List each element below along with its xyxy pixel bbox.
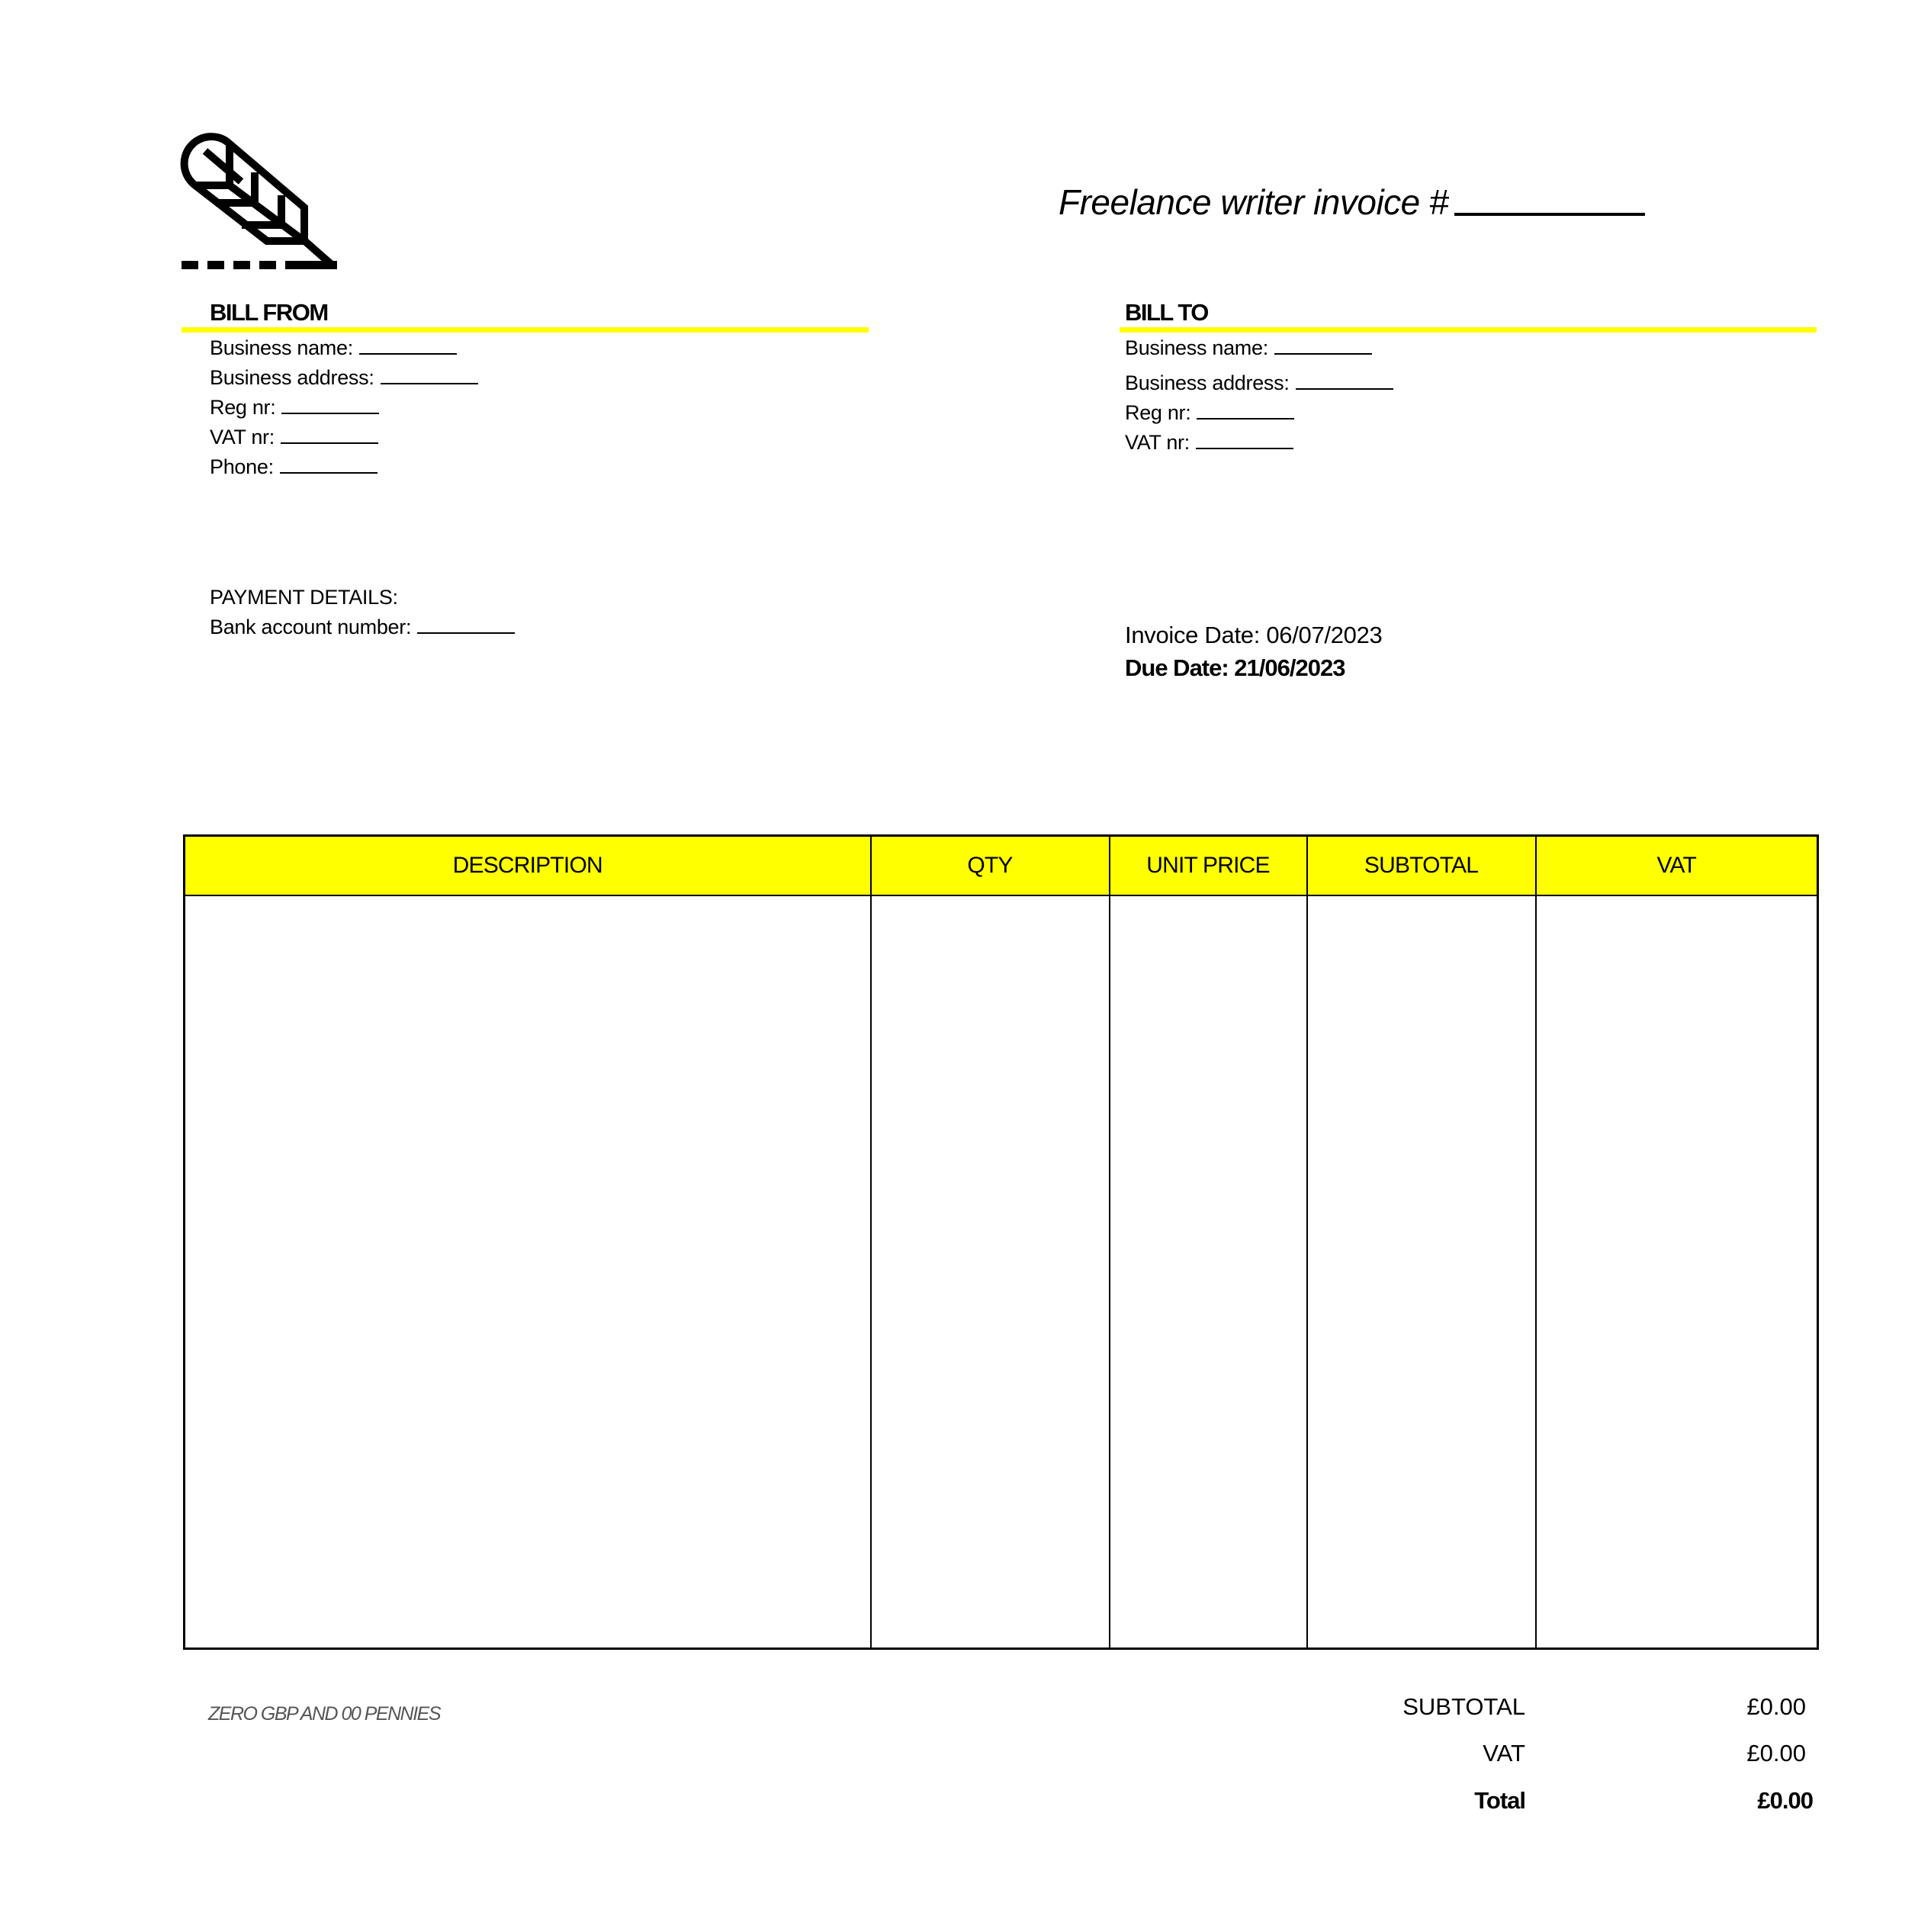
bill-from-business-name-input[interactable] — [359, 336, 457, 355]
bill-from-business-address — [210, 366, 478, 390]
subtotal-label: SUBTOTAL — [1402, 1693, 1525, 1720]
due-date: Due Date: 21/06/2023 — [1125, 654, 1345, 681]
bill-from-vat-nr — [210, 426, 378, 449]
field-label: VAT nr: — [1125, 431, 1190, 454]
column-header-unit-price: UNIT PRICE — [1110, 836, 1307, 896]
column-header-description: DESCRIPTION — [185, 836, 871, 896]
bill-to-heading: BILL TO — [1125, 299, 1208, 326]
bank-account-number-input[interactable] — [417, 616, 515, 634]
invoice-title — [1059, 182, 1645, 223]
feather-quill-icon — [180, 128, 340, 273]
field-label: Bank account number: — [210, 616, 412, 638]
subtotal-cell[interactable] — [1307, 895, 1536, 1649]
bill-to-business-name — [1125, 336, 1372, 360]
bill-from-business-address-input[interactable] — [381, 366, 478, 384]
subtotal-value: £0.00 — [1746, 1693, 1806, 1720]
total-label: Total — [1474, 1787, 1525, 1814]
bill-from-divider — [182, 327, 869, 333]
unit-price-cell[interactable] — [1110, 895, 1307, 1649]
bill-to-business-address-input[interactable] — [1296, 371, 1393, 390]
payment-details-heading: PAYMENT DETAILS: — [210, 586, 398, 609]
bill-from-vat-nr-input[interactable] — [281, 426, 378, 444]
vat-value: £0.00 — [1746, 1740, 1806, 1766]
bill-to-vat-nr — [1125, 431, 1293, 455]
field-label: Reg nr: — [210, 396, 276, 419]
bill-to-reg-nr — [1125, 401, 1294, 425]
bill-from-reg-nr — [210, 396, 379, 420]
table-header-row — [185, 836, 1818, 896]
field-label: Business address: — [1125, 371, 1290, 394]
invoice-title-text: Freelance writer invoice # — [1059, 182, 1449, 222]
bill-to-business-name-input[interactable] — [1274, 336, 1372, 355]
column-header-qty: QTY — [871, 836, 1110, 896]
bill-from-phone-input[interactable] — [280, 455, 378, 474]
field-label: Business address: — [210, 366, 374, 389]
field-label: Reg nr: — [1125, 401, 1191, 424]
invoice-number-field[interactable] — [1454, 190, 1645, 216]
bank-account-number — [210, 616, 515, 639]
qty-cell[interactable] — [871, 895, 1110, 1649]
bill-to-reg-nr-input[interactable] — [1197, 401, 1294, 420]
description-cell[interactable] — [185, 895, 871, 1649]
bill-to-business-address — [1125, 371, 1393, 395]
amount-in-words: ZERO GBP AND 00 PENNIES — [208, 1703, 441, 1725]
invoice-date: Invoice Date: 06/07/2023 — [1125, 622, 1383, 648]
field-label: VAT nr: — [210, 426, 275, 448]
column-header-vat: VAT — [1536, 836, 1818, 896]
column-header-subtotal: SUBTOTAL — [1307, 836, 1536, 896]
field-label: Phone: — [210, 455, 274, 478]
table-row — [185, 895, 1818, 1649]
bill-from-phone — [210, 455, 378, 479]
total-value: £0.00 — [1757, 1787, 1813, 1814]
bill-from-heading: BILL FROM — [210, 299, 328, 326]
bill-from-business-name — [210, 336, 457, 360]
vat-label: VAT — [1483, 1740, 1525, 1766]
bill-to-divider — [1120, 327, 1817, 333]
bill-to-vat-nr-input[interactable] — [1196, 431, 1293, 449]
bill-from-reg-nr-input[interactable] — [281, 396, 379, 414]
field-label: Business name: — [1125, 336, 1268, 359]
line-items-table — [183, 834, 1819, 1650]
field-label: Business name: — [210, 336, 353, 359]
vat-cell[interactable] — [1536, 895, 1818, 1649]
